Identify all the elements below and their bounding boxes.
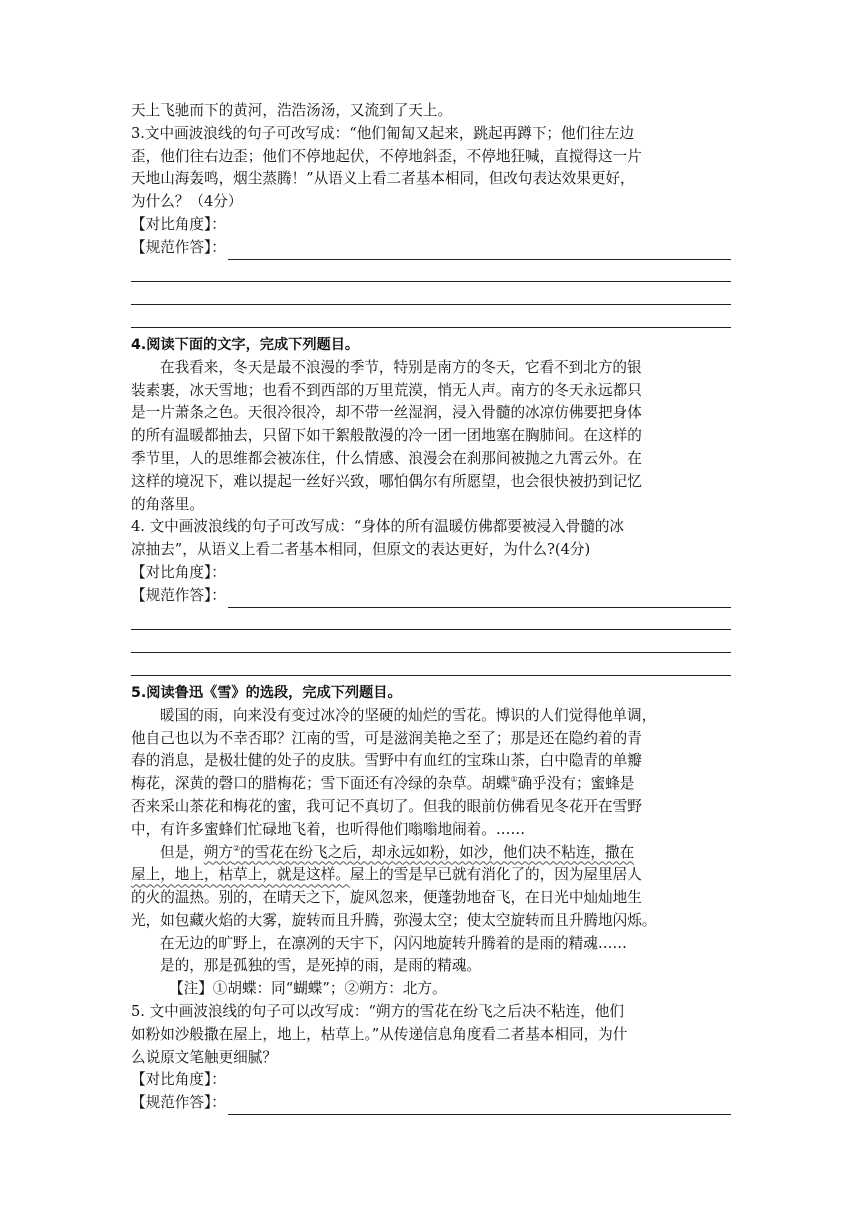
section5-title: 5.阅读鲁迅《雪》的选段，完成下列题目。 <box>131 684 402 701</box>
passage-line: 他自己也以为不幸否耶？江南的雪，可是滋润美艳之至了；那是还在隐约着的青 <box>131 729 642 747</box>
passage-text: 但是， <box>160 843 204 861</box>
q3-answer-label: 【规范作答】： <box>131 238 226 256</box>
q3-line: 天地山海轰鸣，烟尘蒸腾！”从语义上看二者基本相同，但改句表达效果更好， <box>131 170 635 188</box>
q4-answer-label: 【规范作答】： <box>131 586 226 604</box>
passage-line: 是一片萧条之色。天很冷很冷，却不带一丝湿润，浸入骨髓的冰凉仿佛要把身体 <box>131 404 642 422</box>
q3-line: 3.文中画波浪线的句子可改写成：“他们匍匐又起来，跳起再蹲下；他们往左边 <box>131 124 634 142</box>
passage-line: 在我看来，冬天是最不浪漫的季节，特别是南方的冬天，它看不到北方的银 <box>160 358 642 376</box>
q4-answer-line[interactable] <box>131 653 731 676</box>
passage-line: 是的，那是孤独的雪，是死掉的雨，是雨的精魂。 <box>160 957 482 975</box>
q4-answer-line[interactable] <box>131 608 731 631</box>
passage-line: 中，有许多蜜蜂们忙碌地飞着，也听得他们嗡嗡地闹着。…… <box>131 820 526 838</box>
passage-text: 确乎没有；蜜蜂是 <box>517 775 635 793</box>
passage-line <box>131 842 731 865</box>
wavy-sentence: 屋上，地上，枯草上，就是这样。 <box>131 866 350 884</box>
q5-answer-line[interactable] <box>228 1099 731 1115</box>
section4-title: 4.阅读下面的文字，完成下列题目。 <box>131 336 360 353</box>
q4-answer-row[interactable] <box>131 585 731 608</box>
q4-answer-line[interactable] <box>228 592 731 608</box>
passage-line: 光，如包藏火焰的大雾，旋转而且升腾，弥漫太空；使太空旋转而且升腾地闪烁。 <box>131 911 657 929</box>
q4-line: 4. 文中画波浪线的句子可改写成：“身体的所有温暖仿佛都要被浸入骨髓的冰 <box>131 518 625 536</box>
passage-line: 否来采山茶花和梅花的蜜，我可记不真切了。但我的眼前仿佛看见冬花开在雪野 <box>131 797 642 815</box>
q3-answer-row[interactable] <box>131 237 731 260</box>
q5-angle-label: 【对比角度】： <box>131 1071 226 1089</box>
q3-line: 为什么？（4分） <box>131 193 243 211</box>
text-line: 天上飞驰而下的黄河，浩浩汤汤，又流到了天上。 <box>131 102 453 119</box>
q3-angle-label: 【对比角度】： <box>131 215 226 233</box>
wavy-sentence: 朔方②的雪花在纷飞之后，却永远如粉，如沙，他们决不粘连，撒在 <box>203 843 635 861</box>
worksheet-content <box>131 100 731 1115</box>
passage-line: 的火的温热。别的，在晴天之下，旋风忽来，便蓬勃地奋飞，在日光中灿灿地生 <box>131 889 642 907</box>
q3-answer-line[interactable] <box>131 260 731 283</box>
passage-line: 季节里，人的思维都会被冻住，什么情感、浪漫会在刹那间被抛之九霄云外。在 <box>131 449 642 467</box>
passage-text: 梅花，深黄的磬口的腊梅花；雪下面还有冷绿的杂草。胡蝶 <box>131 775 511 793</box>
passage-line: 的所有温暖都抽去，只留下如干絮般散漫的冷一团一团地塞在胸肺间。在这样的 <box>131 427 642 445</box>
q3-line: 歪，他们往右边歪；他们不停地起伏，不停地斜歪，不停地狂喊，直搅得这一片 <box>131 147 642 165</box>
passage-line: 这样的境况下，难以提起一丝好兴致，哪怕偶尔有所愿望，也会很快被扔到记忆 <box>131 472 642 490</box>
passage-line: 在无边的旷野上，在凛冽的天宇下，闪闪地旋转升腾着的是雨的精魂…… <box>160 934 628 952</box>
q4-answer-line[interactable] <box>131 630 731 653</box>
passage-line <box>131 773 731 796</box>
footnote-mark: ① <box>510 775 518 785</box>
q5-answer-row[interactable] <box>131 1092 731 1115</box>
q3-answer-line[interactable] <box>131 305 731 328</box>
q5-line: 么说原文笔触更细腻？ <box>131 1048 277 1066</box>
q5-line: 5. 文中画波浪线的句子可以改写成：“朔方的雪花在纷飞之后决不粘连，他们 <box>131 1003 625 1021</box>
footnote-mark: ② <box>233 843 241 853</box>
q5-answer-label: 【规范作答】： <box>131 1094 226 1112</box>
passage-line: 的角落里。 <box>131 495 204 513</box>
footnote: 【注】①胡蝶：同“蝴蝶”；②朔方：北方。 <box>169 980 447 998</box>
passage-text: 屋上的雪是早已就有消化了的，因为屋里居人 <box>349 866 642 884</box>
q3-answer-line[interactable] <box>131 282 731 305</box>
passage-line <box>131 864 731 887</box>
q4-angle-label: 【对比角度】： <box>131 563 226 581</box>
passage-line: 春的消息，是极壮健的处子的皮肤。雪野中有血红的宝珠山茶，白中隐青的单瓣 <box>131 752 642 770</box>
q4-line: 凉抽去”，从语义上看二者基本相同，但原文的表达更好，为什么?(4分) <box>131 541 591 559</box>
passage-line: 暖国的雨，向来没有变过冰冷的坚硬的灿烂的雪花。博识的人们觉得他单调， <box>160 706 657 724</box>
q3-answer-line[interactable] <box>228 244 731 260</box>
passage-line: 装素裹，冰天雪地；也看不到西部的万里荒漠，悄无人声。南方的冬天永远都只 <box>131 381 642 399</box>
q5-line: 如粉如沙般撒在屋上，地上，枯草上。”从传递信息角度看二者基本相同，为什 <box>131 1025 628 1043</box>
